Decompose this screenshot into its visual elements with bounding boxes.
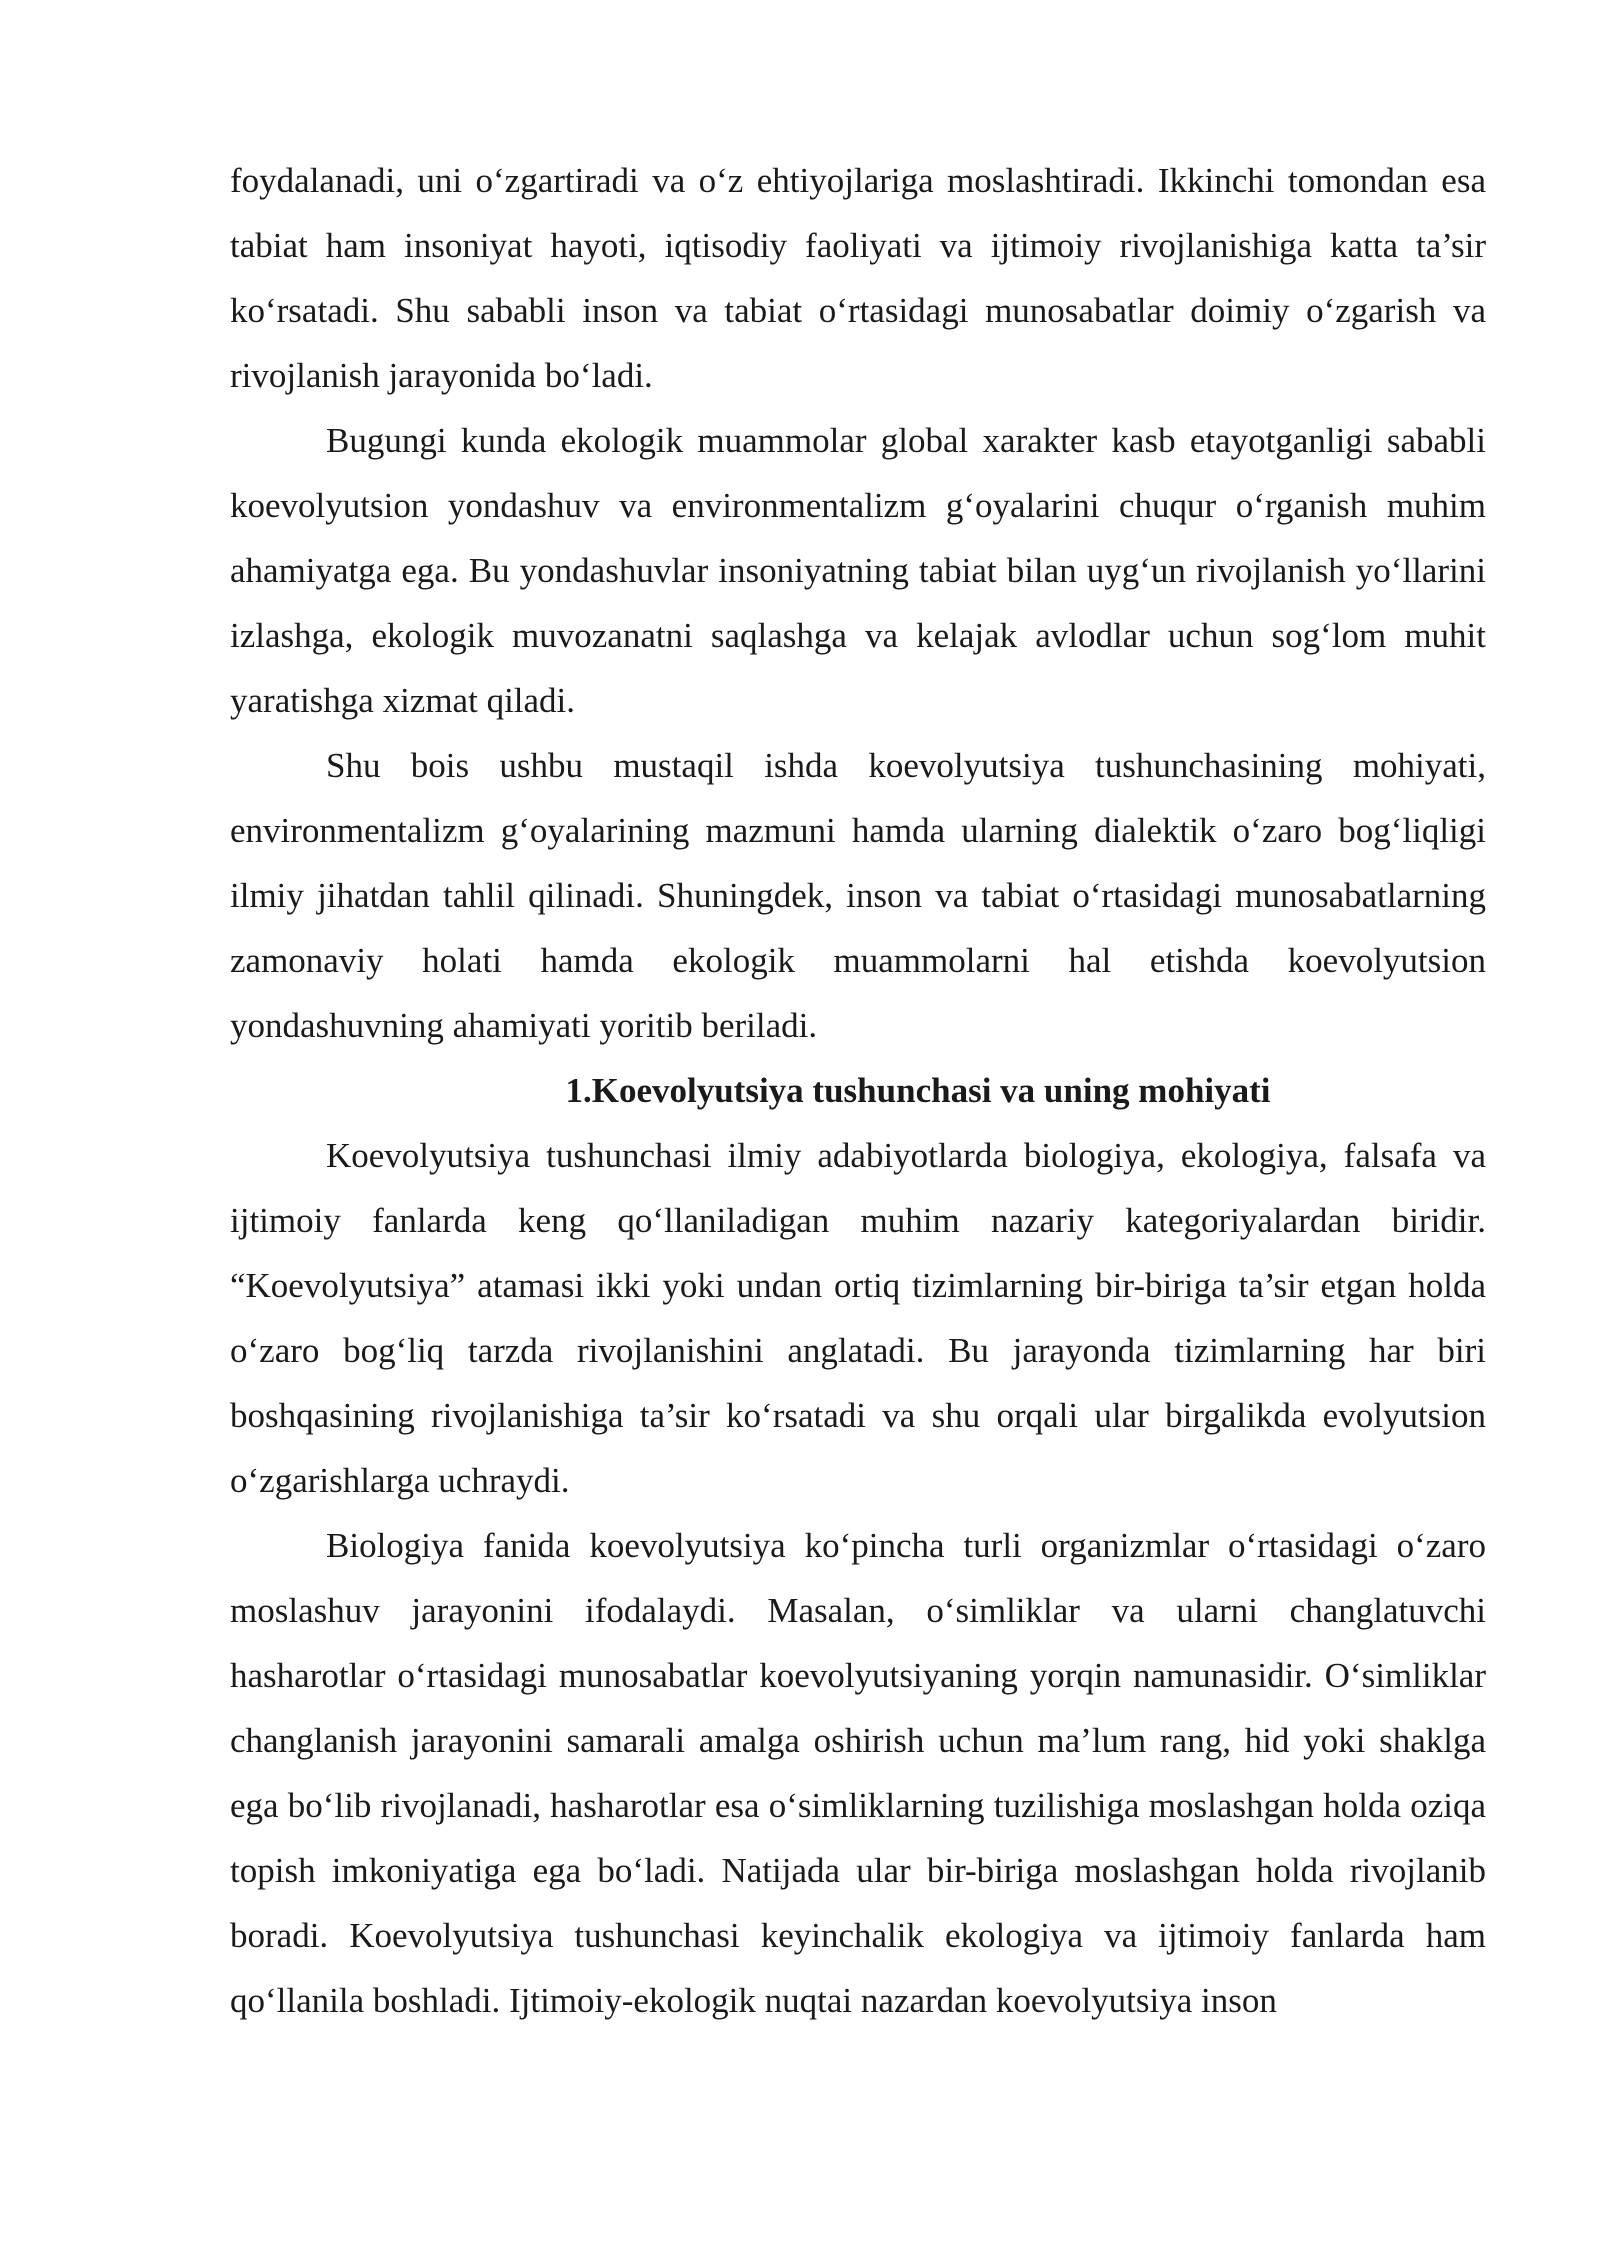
paragraph: Bugungi kunda ekologik muammolar global xarakter kasb etayotganligi sababli koevolyutsion yondashuv va environmentalizm g‘oyalarini chuqur o‘rganish muhim ahamiyatga ega. Bu yondashuvlar insoniyatning tabiat bilan uyg‘un rivojlanish yo‘llarini izlashga, ekologik muvozanatni saqlashga va kelajak avlodlar uchun sog‘lom muhit yaratishga xizmat qiladi. — [230, 421, 1486, 720]
section-heading: 1.Koevolyutsiya tushunchasi va uning mohiyati — [565, 1071, 1271, 1110]
document-page — [230, 148, 1486, 2033]
paragraph: Biologiya fanida koevolyutsiya ko‘pincha turli organizmlar o‘rtasidagi o‘zaro moslashuv jarayonini ifodalaydi. Masalan, o‘simliklar va ularni changlatuvchi hasharotlar o‘rtasidagi munosabatlar koevolyutsiyaning yorqin namunasidir. O‘simliklar changlanish jarayonini samarali amalga oshirish uchun ma’lum rang, hid yoki shaklga ega bo‘lib rivojlanadi, hasharotlar esa o‘simliklarning tuzilishiga moslashgan holda oziqa topish imkoniyatiga ega bo‘ladi. Natijada ular bir-biriga moslashgan holda rivojlanib boradi. Koevolyutsiya tushunchasi keyinchalik ekologiya va ijtimoiy fanlarda ham qo‘llanila boshladi. Ijtimoiy-ekologik nuqtai nazardan koevolyutsiya inson — [230, 1526, 1486, 2020]
paragraph: Koevolyutsiya tushunchasi ilmiy adabiyotlarda biologiya, ekologiya, falsafa va ijtimoiy fanlarda keng qo‘llaniladigan muhim nazariy kategoriyalardan biridir. “Koevolyutsiya” atamasi ikki yoki undan ortiq tizimlarning bir-biriga ta’sir etgan holda o‘zaro bog‘liq tarzda rivojlanishini anglatadi. Bu jarayonda tizimlarning har biri boshqasining rivojlanishiga ta’sir ko‘rsatadi va shu orqali ular birgalikda evolyutsion o‘zgarishlarga uchraydi. — [230, 1136, 1486, 1500]
paragraph: foydalanadi, uni o‘zgartiradi va o‘z ehtiyojlariga moslashtiradi. Ikkinchi tomondan esa tabiat ham insoniyat hayoti, iqtisodiy faoliyati va ijtimoiy rivojlanishiga katta ta’sir ko‘rsatadi. Shu sababli inson va tabiat o‘rtasidagi munosabatlar doimiy o‘zgarish va rivojlanish jarayonida bo‘ladi. — [230, 161, 1486, 395]
paragraph: Shu bois ushbu mustaqil ishda koevolyutsiya tushunchasining mohiyati, environmentalizm g‘oyalarining mazmuni hamda ularning dialektik o‘zaro bog‘liqligi ilmiy jihatdan tahlil qilinadi. Shuningdek, inson va tabiat o‘rtasidagi munosabatlarning zamonaviy holati hamda ekologik muammolarni hal etishda koevolyutsion yondashuvning ahamiyati yoritib beriladi. — [230, 746, 1486, 1045]
